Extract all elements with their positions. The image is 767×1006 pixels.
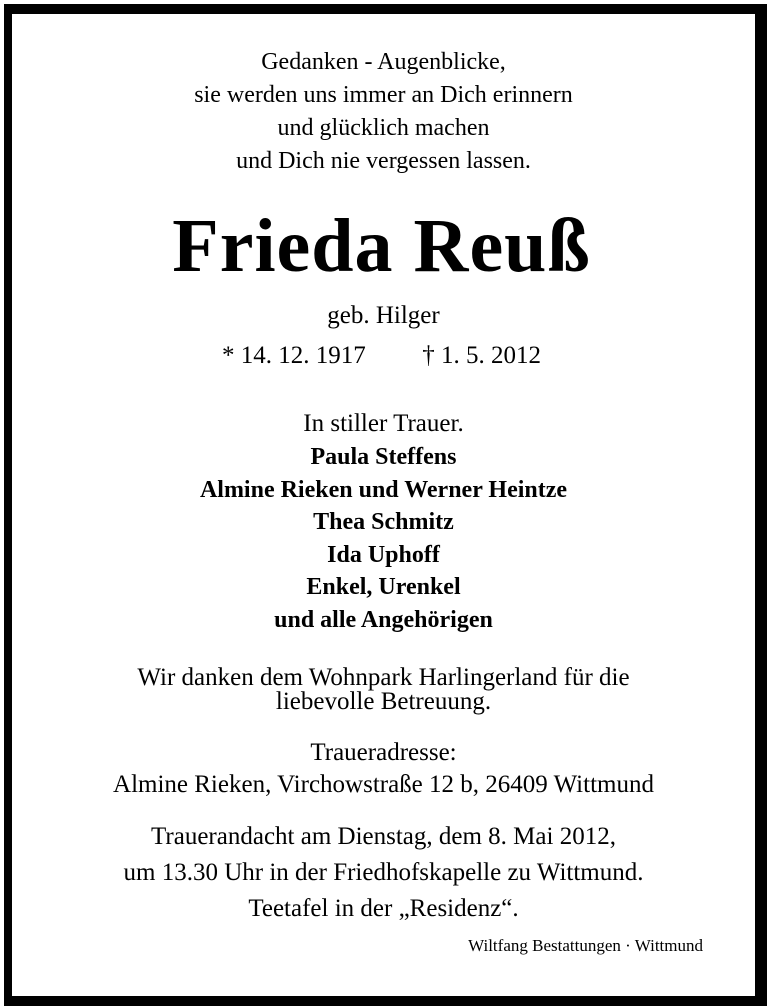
address-label: Traueradresse:	[310, 739, 457, 766]
mourner: Ida Uphoff	[327, 541, 440, 568]
mourner: Enkel, Urenkel	[306, 574, 461, 600]
service-line: Trauerandacht am Dienstag, dem 8. Mai 2012,	[151, 823, 616, 850]
thanks-line: liebevolle Betreuung.	[275, 688, 492, 715]
life-dates	[0, 340, 765, 372]
poem	[0, 46, 767, 178]
mourner: Paula Steffens	[310, 444, 457, 470]
poem-line: und glücklich machen	[277, 115, 490, 141]
mourner: Almine Rieken und Werner Heintze	[199, 476, 568, 503]
mourning-intro: In stiller Trauer.	[303, 410, 464, 437]
service-line: Teetafel in der „Residenz“.	[248, 895, 519, 922]
address-block	[0, 738, 767, 800]
birth-date: * 14. 12. 1917	[222, 342, 366, 369]
poem-line: sie werden uns immer an Dich erinnern	[194, 82, 573, 108]
mourners-list	[0, 441, 767, 636]
death-date: † 1. 5. 2012	[422, 342, 541, 369]
poem-line: Gedanken - Augenblicke,	[261, 49, 506, 75]
funeral-home: Wiltfang Bestattungen · Wittmund	[468, 936, 703, 955]
address-line: Almine Rieken, Virchowstraße 12 b, 26409 Wittmund	[113, 771, 654, 798]
mourner: und alle Angehörigen	[274, 606, 493, 633]
thanks-line: Wir danken dem Wohnpark Harlingerland für die	[137, 664, 630, 691]
deceased-name: Frieda Reuß	[172, 204, 591, 288]
service-block	[0, 822, 767, 924]
mourner: Thea Schmitz	[313, 509, 454, 535]
service-line: um 13.30 Uhr in der Friedhofskapelle zu Wittmund.	[123, 859, 644, 886]
thanks-text	[0, 663, 767, 717]
poem-line: und Dich nie vergessen lassen.	[236, 148, 531, 174]
maiden-name: geb. Hilger	[327, 302, 440, 329]
